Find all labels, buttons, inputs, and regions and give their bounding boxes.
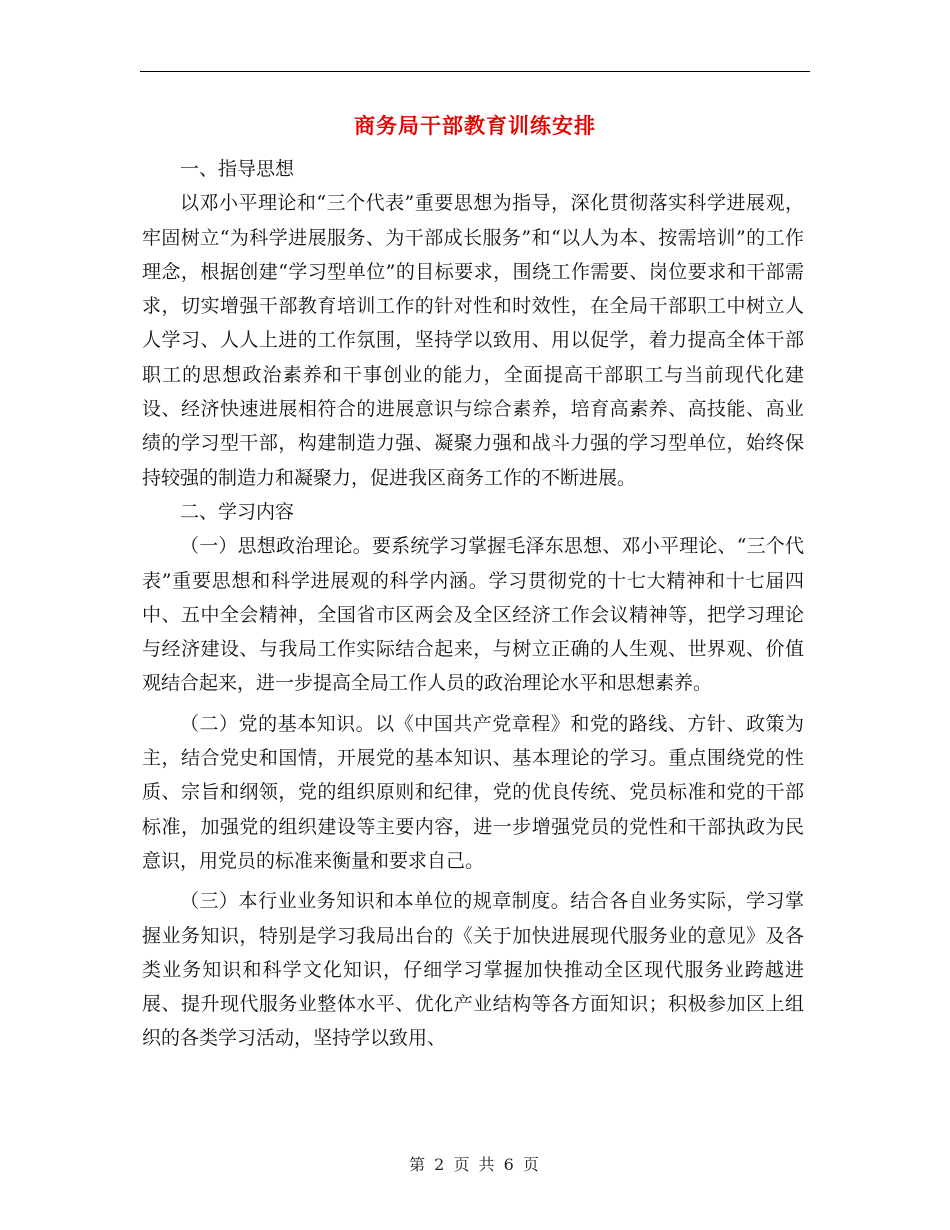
paragraph-business-knowledge: （三）本行业业务知识和本单位的规章制度。结合各自业务实际，学习掌握业务知识，特别是学习我局出台的《关于加快进展现代服务业的意见》及各类业务知识和科学文化知识，仔细学习掌握加快推动全区现代服务业跨越进展、提升现代服务业整体水平、优化产业结构等各方面知识；积极参加区上组织的各类学习活动，坚持学以致用、	[142, 890, 804, 1050]
section-heading-guiding-ideology: 一、指导思想	[180, 158, 295, 180]
page-number: 第 2 页 共 6 页	[409, 1155, 541, 1174]
header-rule	[140, 71, 810, 72]
document-body	[142, 152, 804, 1056]
paragraph-party-knowledge: （二）党的基本知识。以《中国共产党章程》和党的路线、方针、政策为主，结合党史和国情，开展党的基本知识、基本理论的学习。重点围绕党的性质、宗旨和纲领，党的组织原则和纪律，党的优良传统、党员标准和党的干部标准，加强党的组织建设等主要内容，进一步增强党员的党性和干部执政为民意识，用党员的标准来衡量和要求自己。	[142, 712, 804, 872]
paragraph-guiding-ideology: 以邓小平理论和“三个代表”重要思想为指导，深化贯彻落实科学进展观，牢固树立“为科学进展服务、为干部成长服务”和“以人为本、按需培训”的工作理念，根据创建“学习型单位”的目标要求，围绕工作需要、岗位要求和干部需求，切实增强干部教育培训工作的针对性和时效性，在全局干部职工中树立人人学习、人人上进的工作氛围，坚持学以致用、用以促学，着力提高全体干部职工的思想政治素养和干事创业的能力，全面提高干部职工与当前现代化建设、经济快速进展相符合的进展意识与综合素养，培育高素养、高技能、高业绩的学习型干部，构建制造力强、凝聚力强和战斗力强的学习型单位，始终保持较强的制造力和凝聚力，促进我区商务工作的不断进展。	[142, 192, 804, 489]
paragraph-political-theory: （一）思想政治理论。要系统学习掌握毛泽东思想、邓小平理论、“三个代表”重要思想和科学进展观的科学内涵。学习贯彻党的十七大精神和十七届四中、五中全会精神，全国省市区两会及全区经济工作会议精神等，把学习理论与经济建设、与我局工作实际结合起来，与树立正确的人生观、世界观、价值观结合起来，进一步提高全局工作人员的政治理论水平和思想素养。	[142, 535, 804, 695]
document-title: 商务局干部教育训练安排	[354, 114, 596, 138]
section-heading-study-content: 二、学习内容	[180, 500, 295, 523]
